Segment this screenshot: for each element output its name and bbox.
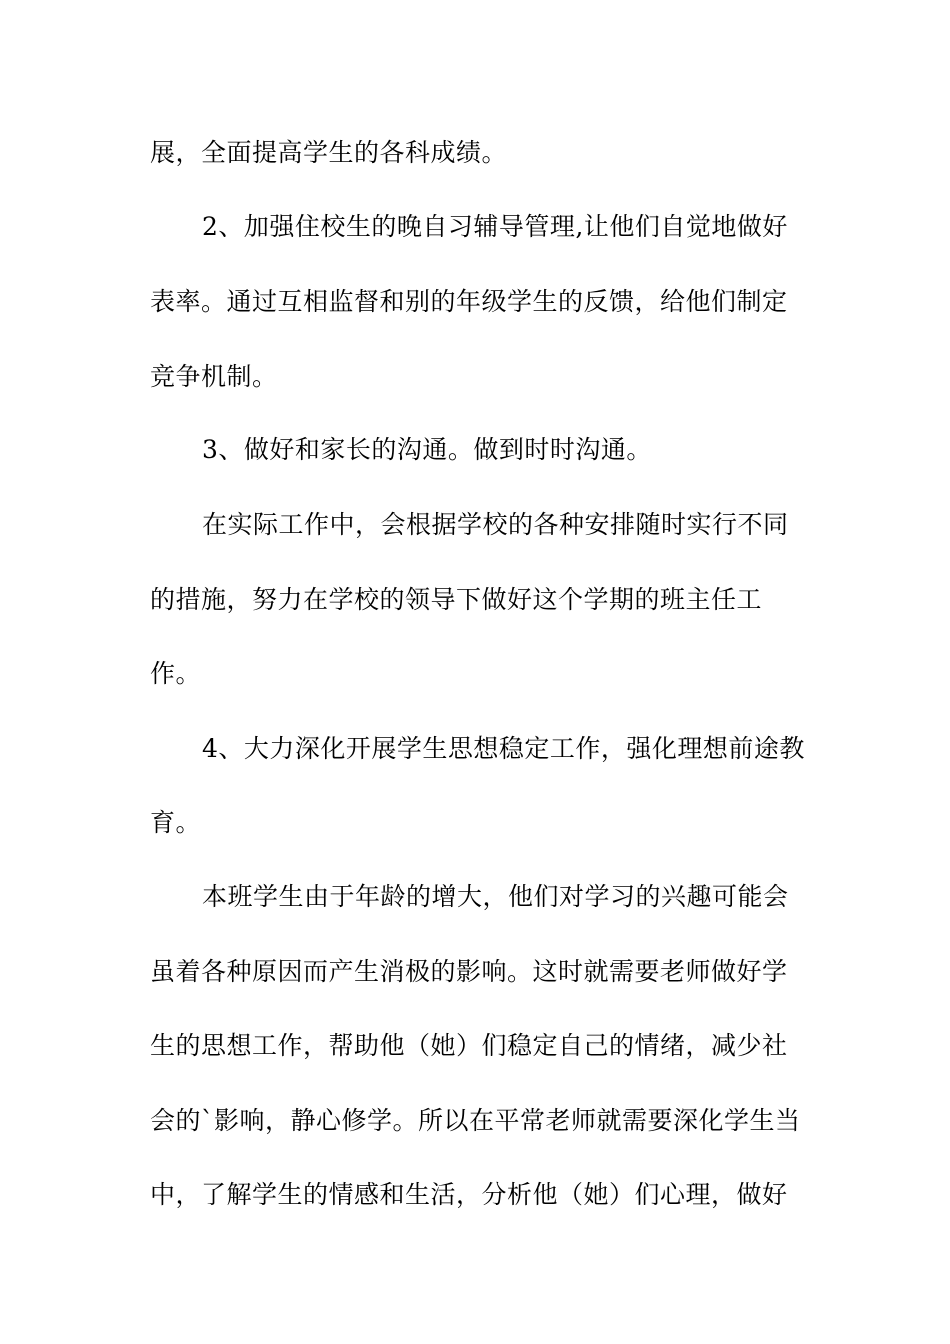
- text-line: 中，了解学生的情感和生活，分析他（她）们心理，做好: [150, 1180, 788, 1209]
- paragraph-line: 4、大力深化开展学生思想稳定工作，强化理想前途教: [202, 734, 805, 763]
- text-line: 表率。通过互相监督和别的年级学生的反馈，给他们制定: [150, 287, 788, 316]
- paragraph-line: 本班学生由于年龄的增大，他们对学习的兴趣可能会: [202, 882, 789, 911]
- paragraph-line: 2、加强住校生的晚自习辅导管理,让他们自觉地做好: [202, 212, 788, 241]
- text-line: 的措施，努力在学校的领导下做好这个学期的班主任工: [150, 585, 763, 614]
- text-line: 虽着各种原因而产生消极的影响。这时就需要老师做好学: [150, 957, 788, 986]
- text-line: 育。: [150, 808, 202, 837]
- text-line: 作。: [150, 659, 202, 688]
- text-line: 竞争机制。: [150, 362, 278, 391]
- text-line: 生的思想工作，帮助他（她）们稳定自己的情绪，减少社: [150, 1031, 788, 1060]
- paragraph-line: 在实际工作中，会根据学校的各种安排随时实行不同: [202, 510, 789, 539]
- text-line: 展，全面提高学生的各科成绩。: [150, 138, 508, 167]
- text-line: 会的`影响，静心修学。所以在平常老师就需要深化学生当: [150, 1106, 801, 1135]
- paragraph-line: 3、做好和家长的沟通。做到时时沟通。: [202, 435, 652, 464]
